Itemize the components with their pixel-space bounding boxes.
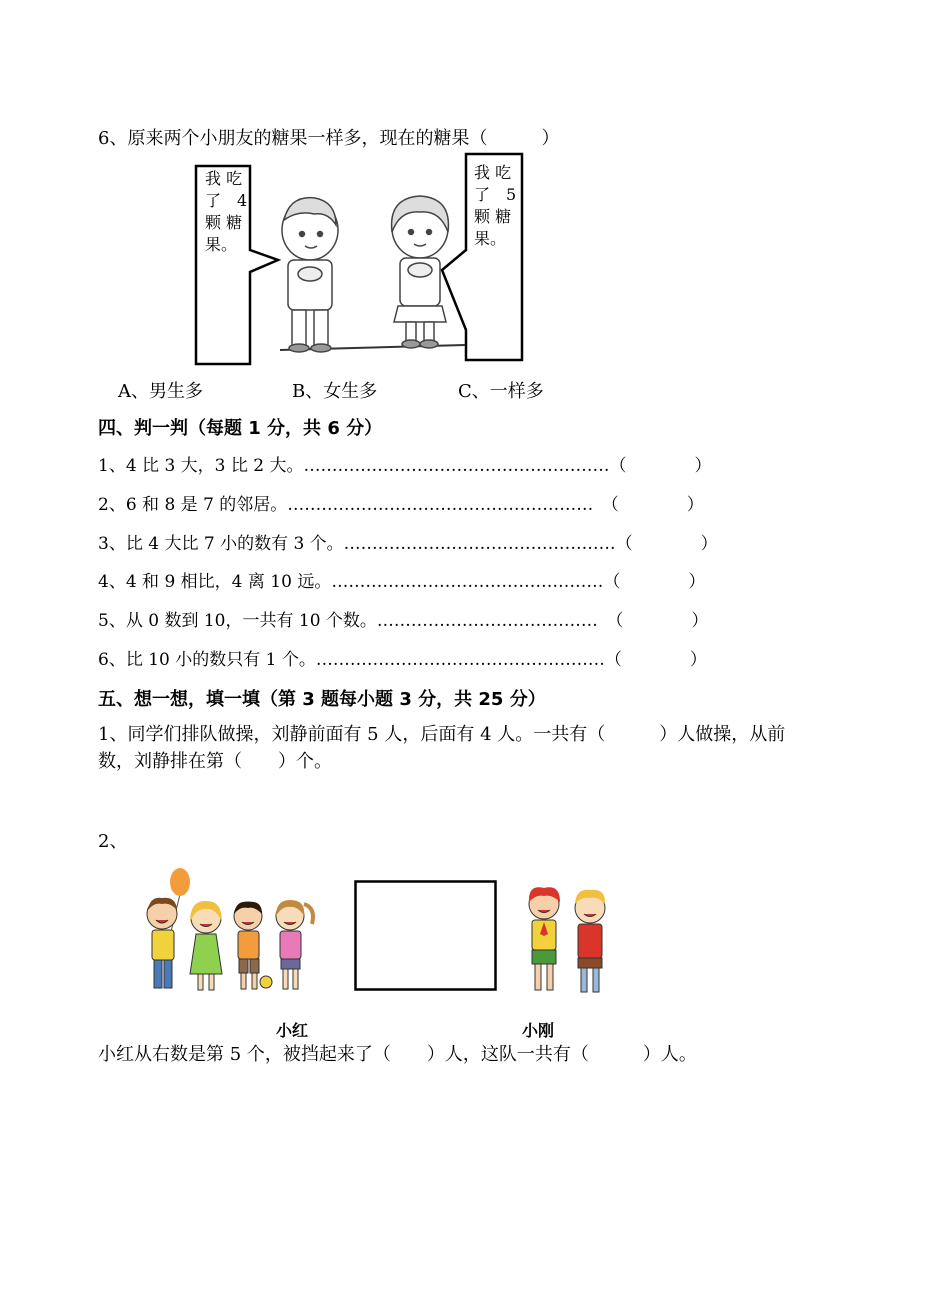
girl-bubble-text xyxy=(474,162,516,250)
child-1 xyxy=(147,898,177,988)
girl-bubble-line: 我 吃 xyxy=(474,163,512,182)
boy-bubble-line: 果。 xyxy=(205,235,238,254)
boy-girl-illustration xyxy=(270,190,470,360)
children-group-right xyxy=(520,880,620,998)
judge-item-3[interactable]: 3、比 4 大比 7 小的数有 3 个。…………………………………………（ ） xyxy=(98,534,718,554)
judge-item-5[interactable]: 5、从 0 数到 10，一共有 10 个数。………………………………… （ ） xyxy=(98,611,709,631)
girl-bubble-line: 了 5 xyxy=(474,185,517,204)
child-4 xyxy=(276,900,313,989)
section-5-heading: 五、想一想，填一填（第 3 题每小题 3 分，共 25 分） xyxy=(98,689,546,710)
child-6 xyxy=(575,890,605,992)
girl-bubble-line: 颗 糖 xyxy=(474,207,512,226)
option-c[interactable]: C、一样多 xyxy=(458,381,544,402)
judge-item-4[interactable]: 4、4 和 9 相比，4 离 10 远。…………………………………………（ ） xyxy=(98,572,706,592)
judge-item-6[interactable]: 6、比 10 小的数只有 1 个。……………………………………………（ ） xyxy=(98,650,707,670)
boy-bubble-line: 了 4 xyxy=(205,191,248,210)
child-2 xyxy=(190,901,222,990)
child-5 xyxy=(529,887,560,990)
section-5-q1-line1: 1、同学们排队做操，刘静前面有 5 人，后面有 4 人。一共有（ ）人做操，从前 xyxy=(98,724,786,745)
boy-bubble-line: 我 吃 xyxy=(205,169,243,188)
option-b[interactable]: B、女生多 xyxy=(292,381,378,402)
section-5-q2-text: 小红从右数是第 5 个，被挡起来了（ ）人，这队一共有（ ）人。 xyxy=(98,1044,697,1065)
judge-item-1[interactable]: 1、4 比 3 大，3 比 2 大。………………………………………………（ ） xyxy=(98,456,712,476)
name-xiaohong: 小红 xyxy=(276,1021,309,1040)
judge-item-2[interactable]: 2、6 和 8 是 7 的邻居。……………………………………………… （ ） xyxy=(98,495,704,515)
boy-bubble-line: 颗 糖 xyxy=(205,213,243,232)
question-6-text: 6、原来两个小朋友的糖果一样多，现在的糖果（ ） xyxy=(98,128,560,149)
section-5-q2-label: 2、 xyxy=(98,831,128,852)
section-5-q1-line2: 数，刘静排在第（ ）个。 xyxy=(98,751,332,772)
boy-figure xyxy=(282,198,338,352)
option-a[interactable]: A、男生多 xyxy=(118,381,203,402)
name-xiaogang: 小刚 xyxy=(522,1021,555,1040)
child-3 xyxy=(234,902,272,989)
section-4-heading: 四、判一判（每题 1 分，共 6 分） xyxy=(98,418,383,439)
girl-bubble-line: 果。 xyxy=(474,229,507,248)
children-group-left xyxy=(140,864,330,996)
hidden-box xyxy=(354,880,498,992)
boy-bubble-text xyxy=(205,168,247,256)
girl-figure xyxy=(392,196,449,348)
